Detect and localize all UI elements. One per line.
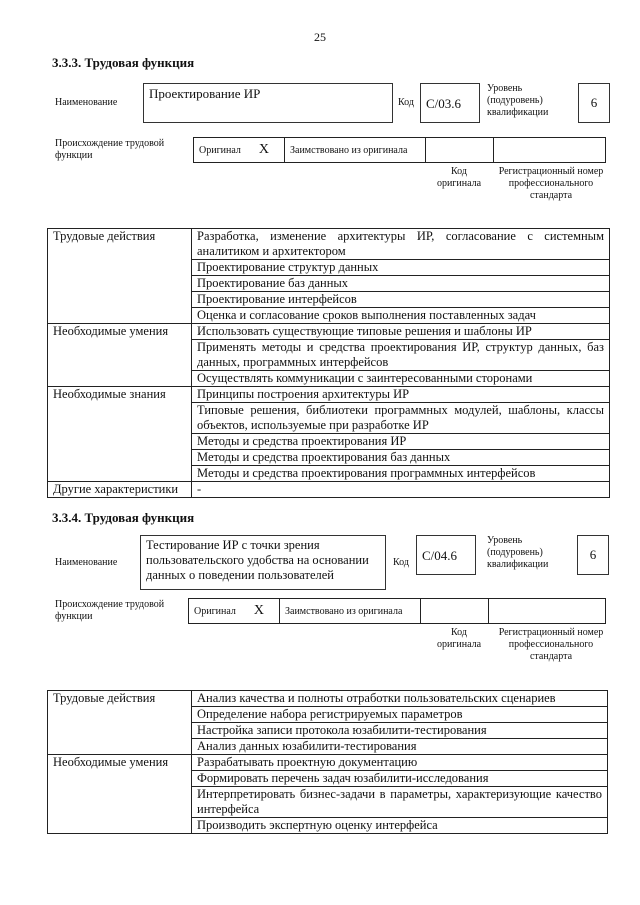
- group-item: Проектирование структур данных: [192, 260, 610, 276]
- function-name: Тестирование ИР с точки зрения пользовательского удобства на основании данных о поведении пользователей: [140, 535, 386, 590]
- table-row: [48, 755, 608, 771]
- original-label: Оригинал: [194, 606, 236, 617]
- original-mark: X: [253, 603, 265, 618]
- origin-borrowed-cell: Заимствовано из оригинала: [285, 138, 426, 163]
- name-label: Наименование: [55, 556, 118, 568]
- level-label: Уровень (подуровень) квалификации: [487, 535, 549, 570]
- group-item: Интерпретировать бизнес-задачи в параметры, характеризующие качество интерфейса: [192, 787, 608, 818]
- table-row: [48, 691, 608, 707]
- group-item: Применять методы и средства проектирования ИР, структур данных, баз данных, программных интерфейсов: [192, 340, 610, 371]
- code-original-caption: Код оригинала: [436, 627, 482, 650]
- original-label: Оригинал: [199, 145, 241, 156]
- origin-table: [188, 598, 606, 624]
- level-label: Уровень (подуровень) квалификации: [487, 83, 549, 118]
- table-row: [48, 324, 610, 340]
- origin-label: Происхождение трудовой функции: [55, 599, 165, 622]
- code-label: Код: [398, 97, 414, 108]
- group-item: Использовать существующие типовые решения и шаблоны ИР: [192, 324, 610, 340]
- group-item: Проектирование баз данных: [192, 276, 610, 292]
- page-number: 25: [314, 30, 326, 44]
- group-item: Проектирование интерфейсов: [192, 292, 610, 308]
- table-row: [48, 229, 610, 260]
- name-label: Наименование: [55, 97, 118, 108]
- group-label: Другие характеристики: [48, 482, 192, 498]
- group-label: Необходимые умения: [48, 755, 192, 834]
- group-item: Методы и средства проектирования ИР: [192, 434, 610, 450]
- level-value: 6: [578, 83, 610, 123]
- group-label: Необходимые знания: [48, 387, 192, 482]
- function-details-table: [47, 228, 610, 498]
- section-heading: 3.3.3. Трудовая функция: [52, 55, 195, 70]
- origin-code-cell: [426, 138, 494, 163]
- origin-row: [194, 138, 606, 163]
- function-name: Проектирование ИР: [143, 83, 393, 123]
- group-item: Типовые решения, библиотеки программных модулей, шаблоны, классы объектов, используемые при разработке ИР: [192, 403, 610, 434]
- group-item: -: [192, 482, 610, 498]
- group-label: Трудовые действия: [48, 691, 192, 755]
- code-original-caption: Код оригинала: [436, 166, 482, 189]
- group-item: Осуществлять коммуникации с заинтересованными сторонами: [192, 371, 610, 387]
- group-item: Формировать перечень задач юзабилити-исследования: [192, 771, 608, 787]
- reg-number-caption: Регистрационный номер профессионального стандарта: [498, 627, 604, 662]
- group-item: Анализ данных юзабилити-тестирования: [192, 739, 608, 755]
- group-item: Анализ качества и полноты отработки пользовательских сценариев: [192, 691, 608, 707]
- group-item: Методы и средства проектирования баз данных: [192, 450, 610, 466]
- function-details-table: [47, 690, 608, 834]
- group-item: Разрабатывать проектную документацию: [192, 755, 608, 771]
- origin-original-cell: [194, 138, 285, 163]
- group-item: Методы и средства проектирования программных интерфейсов: [192, 466, 610, 482]
- group-label: Необходимые умения: [48, 324, 192, 387]
- origin-reg-cell: [494, 138, 606, 163]
- origin-reg-cell: [489, 599, 606, 624]
- code-value: C/03.6: [420, 83, 480, 123]
- group-item: Разработка, изменение архитектуры ИР, согласование с системным аналитиком и архитектором: [192, 229, 610, 260]
- table-row: [48, 387, 610, 403]
- table-row: [48, 482, 610, 498]
- origin-code-cell: [421, 599, 489, 624]
- origin-label: Происхождение трудовой функции: [55, 138, 165, 161]
- level-value: 6: [577, 535, 609, 575]
- code-label: Код: [393, 556, 409, 568]
- origin-borrowed-cell: Заимствовано из оригинала: [280, 599, 421, 624]
- section-heading: 3.3.4. Трудовая функция: [52, 510, 195, 525]
- group-item: Принципы построения архитектуры ИР: [192, 387, 610, 403]
- reg-number-caption: Регистрационный номер профессионального стандарта: [498, 166, 604, 201]
- origin-table: [193, 137, 606, 163]
- origin-row: [189, 599, 606, 624]
- group-item: Оценка и согласование сроков выполнения поставленных задач: [192, 308, 610, 324]
- group-label: Трудовые действия: [48, 229, 192, 324]
- group-item: Настройка записи протокола юзабилити-тестирования: [192, 723, 608, 739]
- group-item: Производить экспертную оценку интерфейса: [192, 818, 608, 834]
- original-mark: X: [258, 142, 270, 157]
- origin-original-cell: [189, 599, 280, 624]
- code-value: C/04.6: [416, 535, 476, 575]
- group-item: Определение набора регистрируемых параметров: [192, 707, 608, 723]
